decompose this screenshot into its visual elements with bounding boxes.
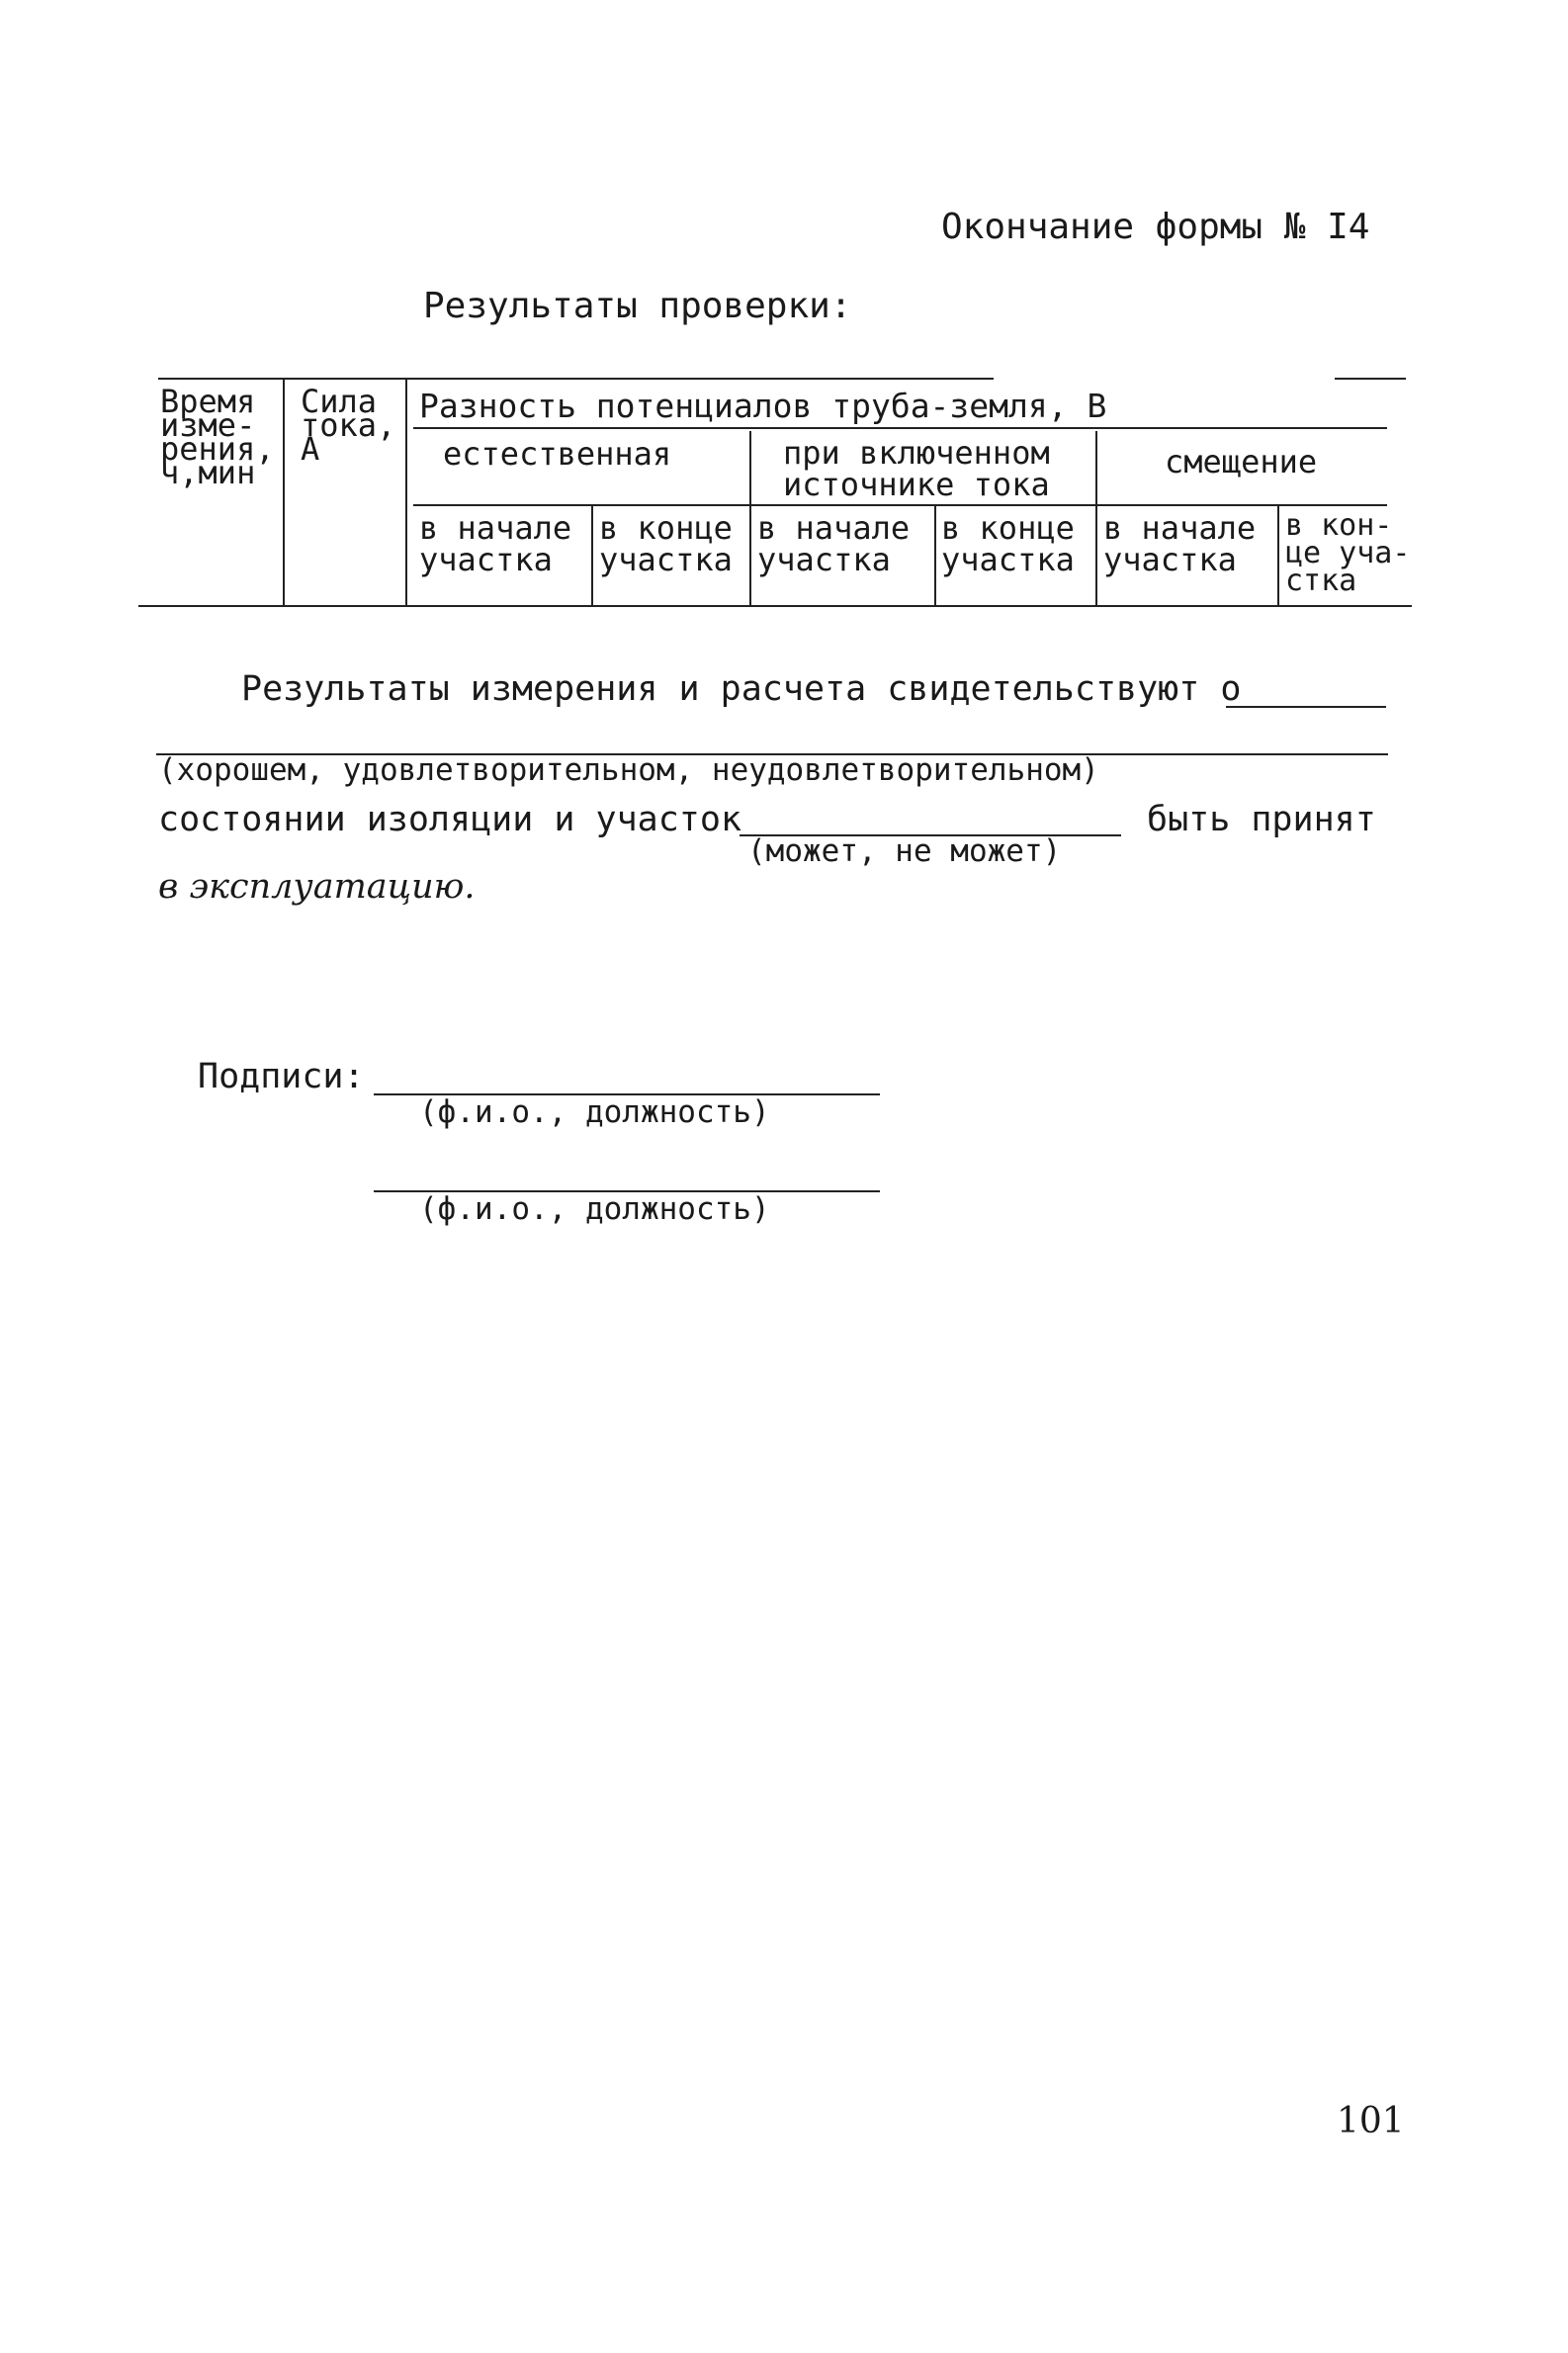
col-rule-seg-1-2 [591, 506, 593, 605]
conclusion-blank-1 [1226, 706, 1386, 708]
table-bottom-rule [138, 605, 1412, 607]
col-rule-natural-source [749, 431, 751, 605]
conclusion-hint-condition: (хорошем, удовлетворительном, неудовлетворительном) [158, 752, 1099, 788]
col-rule-seg-5-6 [1277, 506, 1279, 605]
conclusion-line-2-end: быть принят [1147, 800, 1376, 839]
header-time: Время изме- рения, ч,мин [160, 383, 275, 491]
col-rule-time-current [283, 380, 285, 605]
col-rule-current-group [405, 380, 407, 605]
segment-start-source: в начале участка [757, 509, 911, 578]
header-current: Сила тока, А [301, 383, 396, 468]
subheader-shift: смещение [1165, 443, 1318, 480]
col-rule-seg-3-4 [934, 506, 936, 605]
page-number: 101 [1337, 2101, 1405, 2141]
subheader-source-on: при включенном источнике тока [783, 434, 1050, 503]
signature-hint-1: (ф.и.о., должность) [419, 1094, 770, 1130]
conclusion-line-2-start: состоянии изоляции и участок [158, 800, 742, 839]
segment-start-shift: в начале участка [1103, 509, 1257, 578]
group-title-underline [413, 427, 1387, 429]
table-top-rule-right [1335, 378, 1406, 380]
subheader-natural: естественная [443, 435, 672, 473]
segment-end-shift: в кон- це уча- стка [1285, 508, 1411, 598]
segment-start-natural: в начале участка [419, 509, 572, 578]
form-end-caption: Окончание формы № I4 [941, 207, 1370, 247]
segment-end-natural: в конце участка [599, 509, 733, 578]
subheader-rule [413, 504, 1387, 506]
conclusion-hint-may: (может, не может) [747, 833, 1062, 869]
signatures-label: Подписи: [198, 1057, 365, 1096]
segment-end-source: в конце участка [941, 509, 1075, 578]
conclusion-line-1: Результаты измерения и расчета свидетельствуют о [241, 669, 1242, 709]
section-title: Результаты проверки: [423, 286, 852, 326]
signature-hint-2: (ф.и.о., должность) [419, 1191, 770, 1227]
col-rule-source-shift [1095, 431, 1097, 605]
conclusion-line-3: в эксплуатацию. [158, 867, 476, 907]
header-potential-difference: Разность потенциалов труба-земля, В [419, 387, 1107, 425]
